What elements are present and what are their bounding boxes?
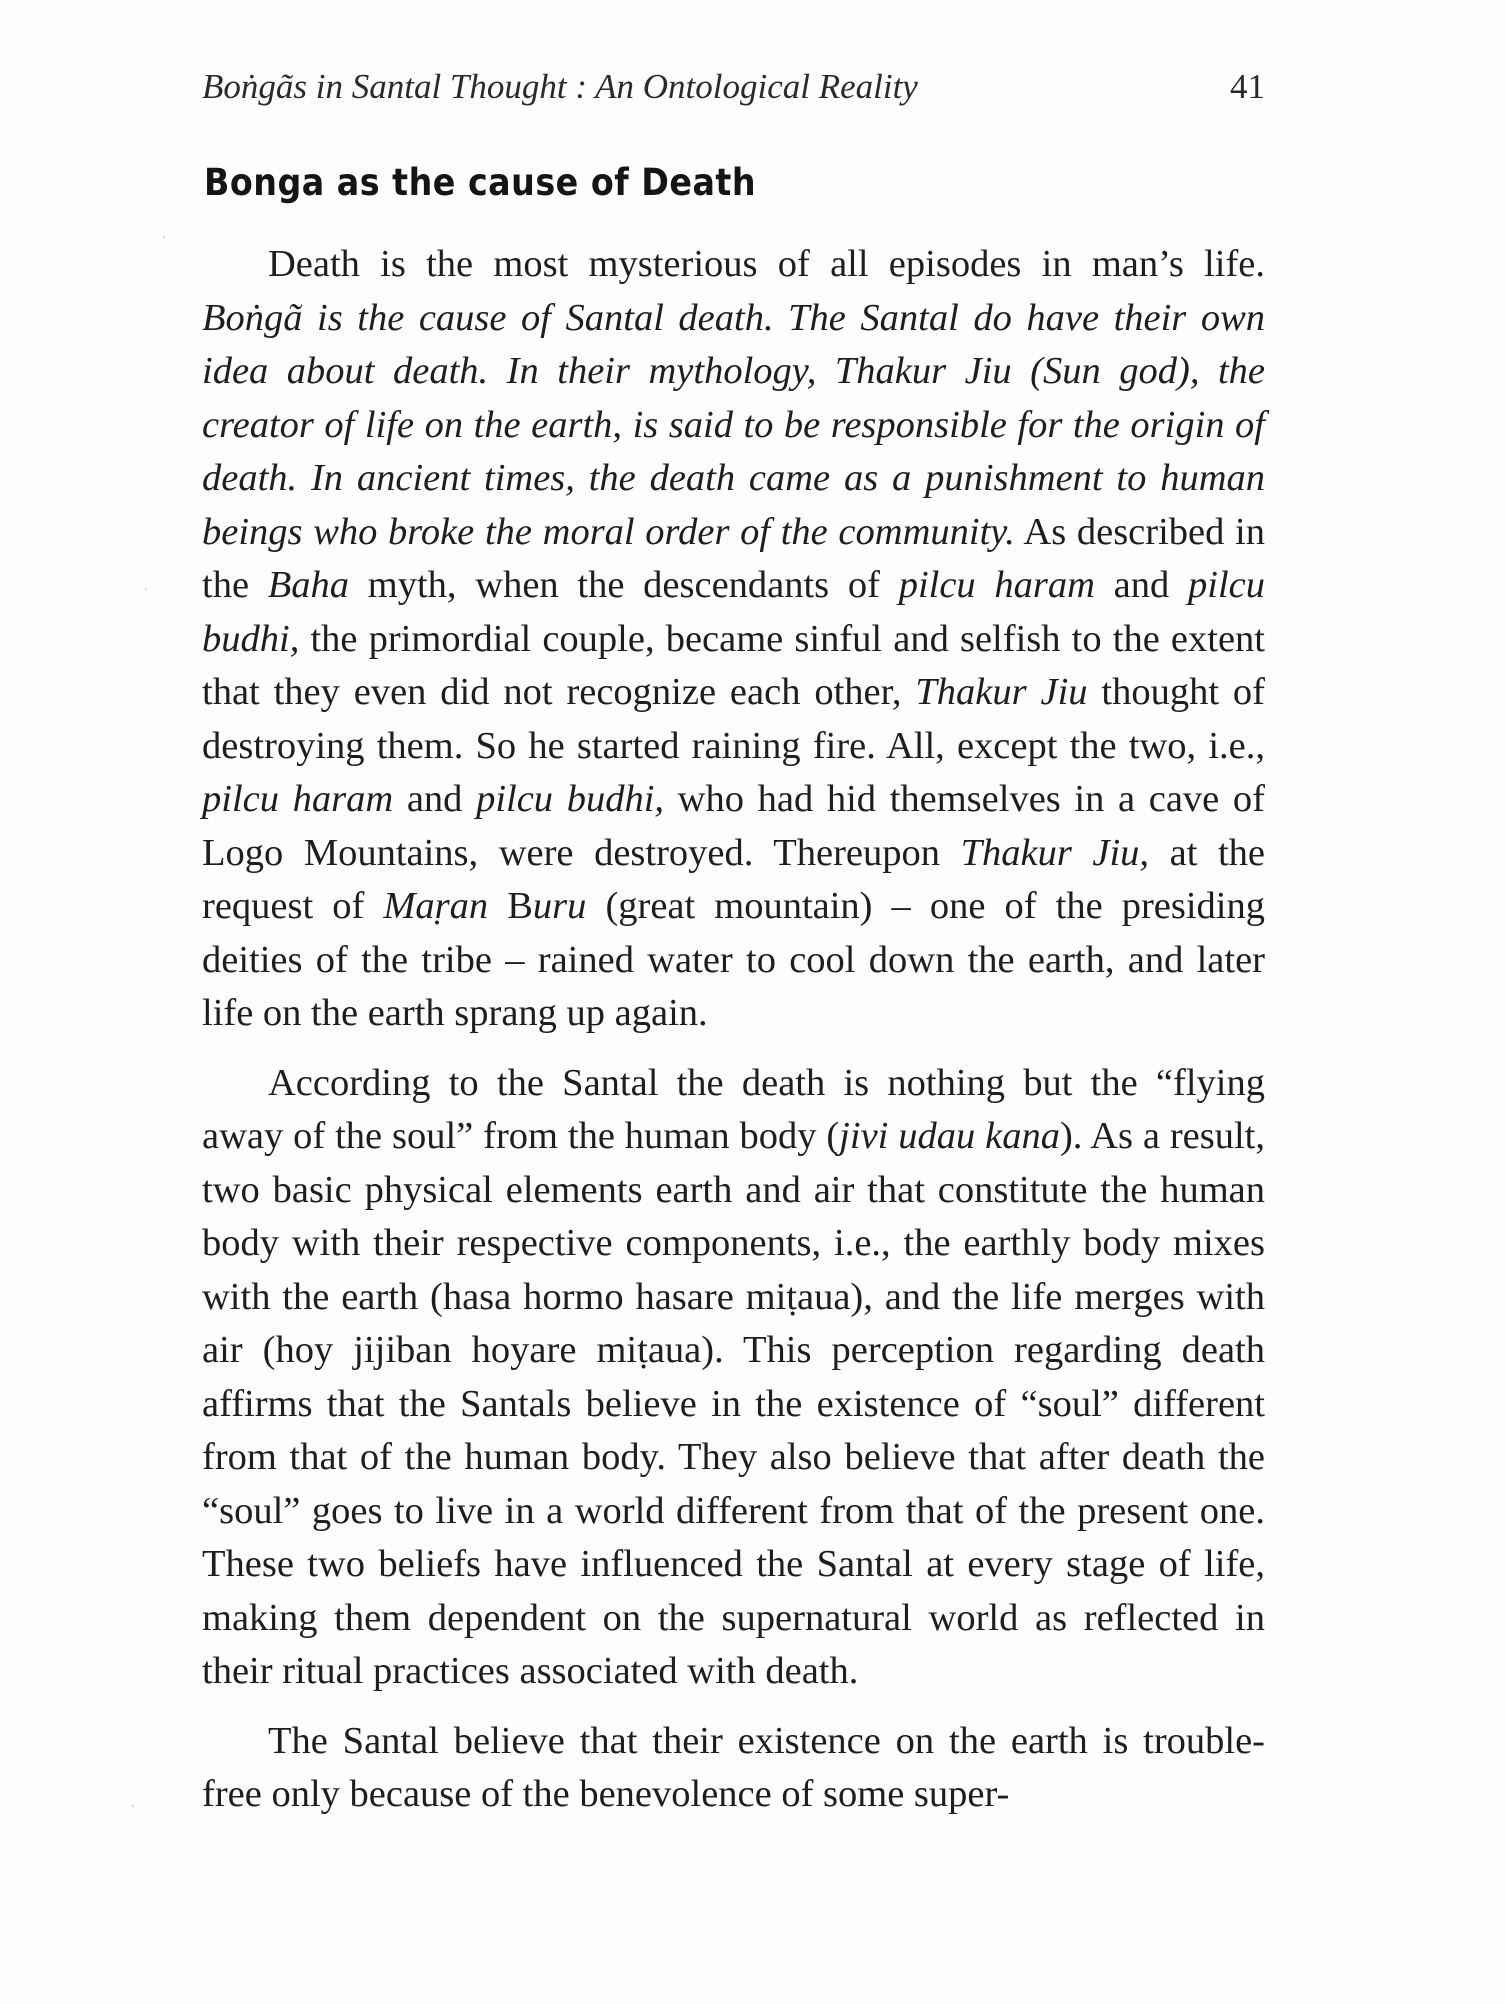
italic-text-run: pilcu haram <box>898 564 1095 606</box>
paragraph <box>202 238 1265 1041</box>
paragraph <box>202 1715 1265 1822</box>
text-run: myth, when the descendants of <box>349 564 899 606</box>
italic-text-run: Maṛan <box>383 885 489 927</box>
italic-text-run: Baha <box>267 564 350 606</box>
page-number: 41 <box>1230 67 1265 106</box>
text-run: According to the Santal the death is nothing but the “flying away of the soul” from the human body ( <box>202 1061 1265 1157</box>
text-run: B <box>488 885 533 927</box>
scan-speck <box>145 588 147 590</box>
scan-speck <box>163 236 165 238</box>
italic-text-run: uru <box>532 885 587 927</box>
text-run: (great mountain) – one of the presiding deities of the tribe – rained water to cool down the earth, and later life on the earth sprang up again. <box>202 885 1265 1034</box>
text-run: and <box>393 778 477 820</box>
body-text <box>202 238 1265 1822</box>
text-run: at the request of <box>202 831 1265 927</box>
text-run: and <box>1094 564 1188 606</box>
italic-text-run: Thakur Jiu <box>915 671 1088 713</box>
text-run: the primordial couple, became sinful and selfish to the extent that they even did not recognize each other, <box>202 617 1265 713</box>
section-heading: Bonga as the cause of Death <box>204 161 757 204</box>
italic-text-run: pilcu budhi, <box>202 564 1265 660</box>
italic-text-run: pilcu haram <box>202 778 394 820</box>
text-run: The Santal believe that their existence on the earth is trouble-free only because of the benevolence of some super- <box>202 1719 1265 1815</box>
text-run: ). As a result, two basic physical elements earth and air that constitute the human body with their respective components, i.e., the earthly body mixes with the earth (hasa hormo hasare miṭaua), and the life merges with air (hoy jijiban hoyare miṭaua). This perception regarding death affirms that the Santals believe in the existence of “soul” different from that of the human body. They also believe that after death the “soul” goes to live in a world different from that of the present one. These two beliefs have influenced the Santal at every stage of life, making them dependent on the supernatural world as reflected in their ritual practices associated with death. <box>202 1115 1265 1692</box>
text-run: who had hid themselves in a cave of Logo Mountains, were destroyed. Thereupon <box>202 778 1265 874</box>
running-title: Boṅgãs in Santal Thought : An Ontological Reality <box>202 67 918 106</box>
paragraph <box>202 1057 1265 1699</box>
text-run: As described in the <box>202 510 1265 606</box>
italic-text-run: pilcu budhi, <box>476 778 665 820</box>
text-run: thought of destroying them. So he started raining fire. All, except the two, i.e., <box>202 671 1265 767</box>
italic-text-run: Boṅgã is the cause of Santal death. The Santal do have their own idea about death. In their mythology, Thakur Jiu (Sun god), the creator of life on the earth, is said to be responsible for the origin of death. In ancient times, the death came as a punishment to human beings who broke the moral order of the community. <box>202 296 1265 553</box>
italic-text-run: jivi udau kana <box>839 1115 1060 1157</box>
running-header <box>202 62 1265 112</box>
scan-speck <box>132 1805 134 1807</box>
italic-text-run: Thakur Jiu, <box>960 831 1150 874</box>
text-run: Death is the most mysterious of all episodes in man’s life. <box>268 243 1265 285</box>
